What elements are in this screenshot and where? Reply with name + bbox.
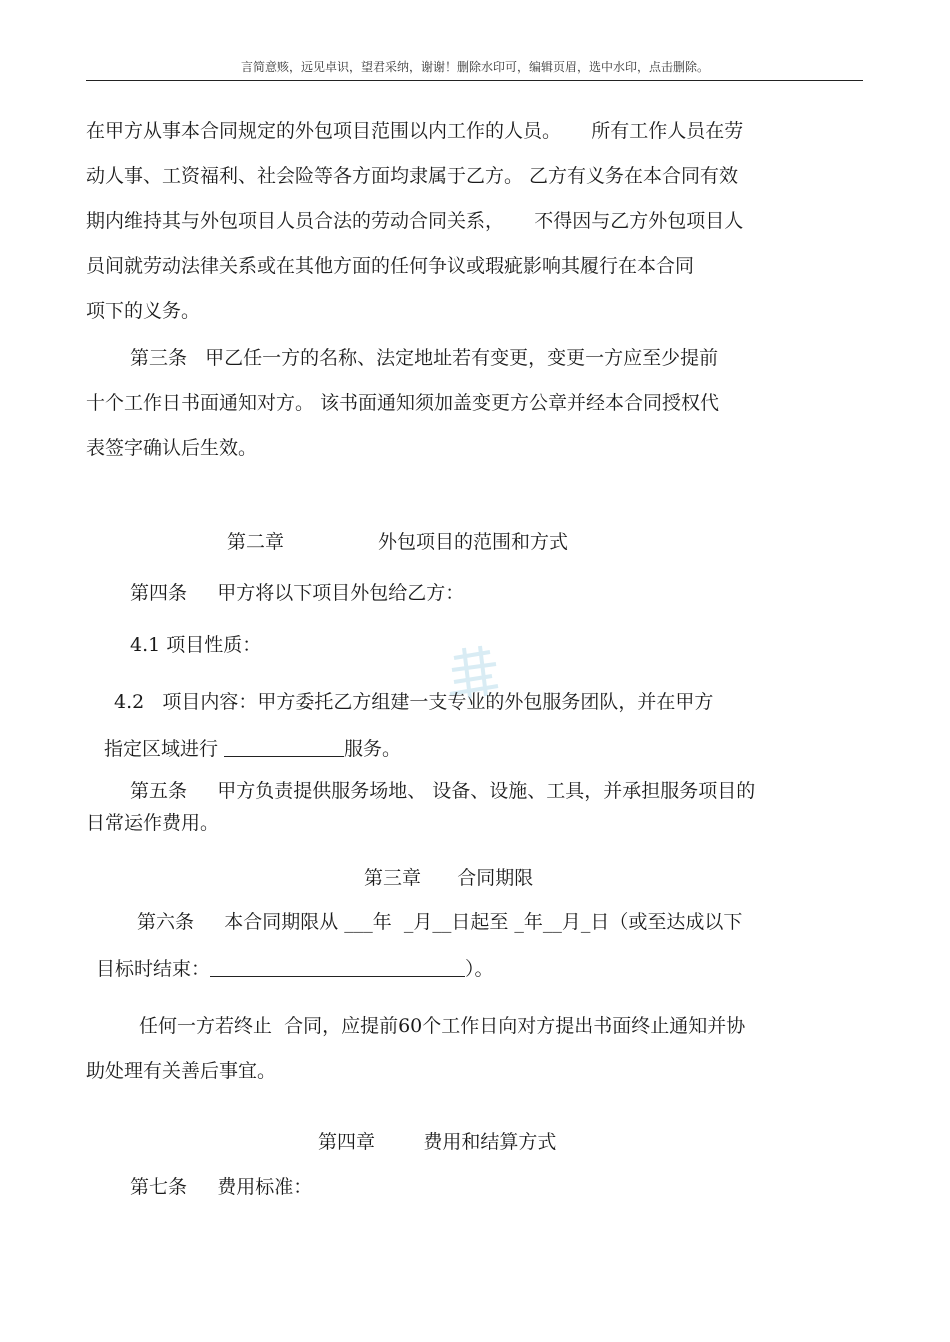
chapter-4-heading: 第四章 费用和结算方式 — [318, 1131, 557, 1153]
article-6-text: ）。 — [465, 958, 494, 980]
chapter-2-number: 第二章 — [227, 531, 285, 553]
article-4: 第四条 甲方将以下项目外包给乙方： — [130, 582, 465, 604]
chapter-3-heading: 第三章 合同期限 — [364, 867, 534, 889]
article-5-line: 第五条 甲方负责提供服务场地、 设备、设施、工具，并承担服务项目的 — [130, 780, 756, 802]
chapter-2-title: 外包项目的范围和方式 — [378, 531, 569, 553]
article-3-line: 十个工作日书面通知对方。 该书面通知须加盖变更方公章并经本合同授权代 — [86, 392, 720, 414]
paragraph-line: 项下的义务。 — [86, 300, 201, 322]
termination-line: 任何一方若终止 合同，应提前60个工作日向对方提出书面终止通知并协 — [139, 1015, 746, 1037]
article-3-line: 第三条 甲乙任一方的名称、法定地址若有变更，变更一方应至少提前 — [130, 347, 719, 369]
header-divider — [86, 80, 863, 81]
article-6-text: 目标时结束： — [96, 958, 211, 980]
paragraph-line: 动人事、工资福利、社会险等各方面均隶属于乙方。 乙方有义务在本合同有效 — [86, 165, 739, 187]
item-4-2-line: 4.2 项目内容：甲方委托乙方组建一支专业的外包服务团队，并在甲方 — [114, 691, 714, 713]
item-4-1: 4.1 项目性质： — [130, 634, 262, 656]
item-4-2-text: 指定区域进行 — [104, 738, 225, 760]
page-header-notice: 言简意赅，远见卓识，望君采纳，谢谢！删除水印可，编辑页眉，选中水印，点击删除。 — [240, 60, 709, 74]
paragraph-line: 在甲方从事本合同规定的外包项目范围以内工作的人员。 所有工作人员在劳 — [86, 120, 744, 142]
article-7: 第七条 费用标准： — [130, 1176, 313, 1198]
article-3-line: 表签字确认后生效。 — [86, 437, 258, 459]
target-blank — [210, 958, 465, 977]
article-6-line: 第六条 本合同期限从 ___年 _月__日起至 _年__月_日（或至达成以下 — [137, 911, 743, 933]
article-5-line: 日常运作费用。 — [86, 812, 220, 834]
termination-line: 助处理有关善后事宜。 — [86, 1060, 277, 1082]
service-blank — [224, 738, 344, 757]
article-6-line — [96, 958, 494, 979]
item-4-2-line — [104, 738, 401, 759]
paragraph-line: 期内维持其与外包项目人员合法的劳动合同关系， 不得因与乙方外包项目人 — [86, 210, 744, 232]
paragraph-line: 员间就劳动法律关系或在其他方面的任何争议或瑕疵影响其履行在本合同 — [86, 255, 695, 277]
item-4-2-text: 服务。 — [344, 738, 402, 760]
